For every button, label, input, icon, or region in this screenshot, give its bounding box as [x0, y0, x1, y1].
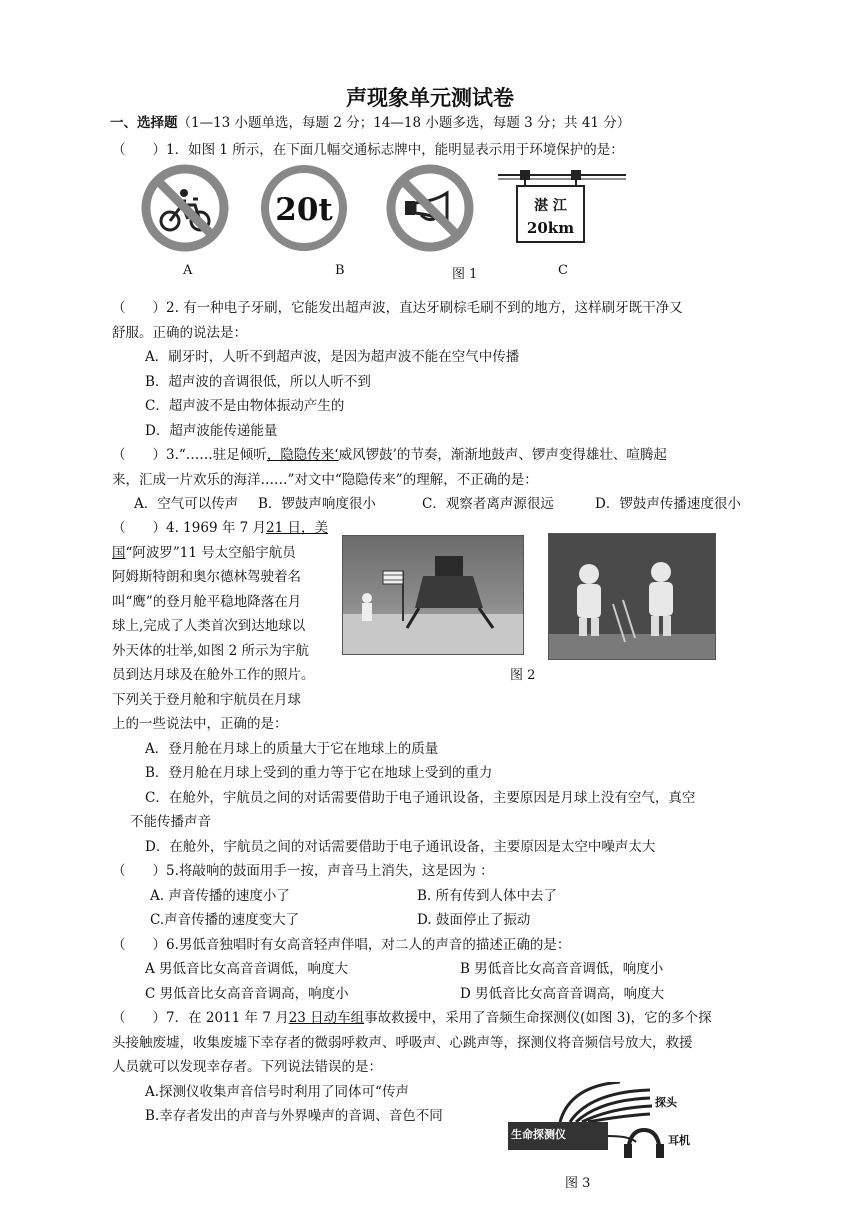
q7-stem-line1	[112, 1006, 712, 1026]
fig1-label: 图 1	[452, 267, 478, 282]
no-horn-sign-icon	[385, 163, 475, 253]
direction-board-distance: 20km	[526, 219, 575, 237]
q3-option-c: C．观察者离声源很远	[422, 496, 554, 512]
q6-option-b: B 男低音比女高音音调低，响度小	[460, 961, 664, 977]
q4-option-c-line2: 不能传播声音	[130, 814, 211, 830]
astronauts-photo	[548, 533, 716, 660]
q4-stem-line7: 员到达月球及在舱外工作的照片。	[112, 667, 315, 683]
section-heading-label: 一、选择题	[110, 115, 178, 131]
q3-stem-line2: 来，汇成一片欢乐的海洋……”对文中“隐隐传来”的理解，不正确的是：	[112, 472, 538, 488]
direction-board-city: 湛 江	[534, 198, 567, 214]
q2-option-b: B．超声波的音调很低，所以人听不到	[145, 374, 371, 390]
q7-option-a: A.探测仪收集声音信号时利用了同体可“传声	[145, 1084, 409, 1100]
q2-stem-line1: （ ）2. 有一种电子牙刷，它能发出超声波，直达牙刷棕毛刷不到的地方，这样刷牙既干净又	[112, 300, 683, 316]
q4-option-d: D．在舱外，宇航员之间的对话需要借助于电子通讯设备，主要原因是太空中噪声太大	[145, 839, 656, 855]
q2-stem-line2: 舒服。正确的说法是：	[112, 325, 247, 341]
q6-option-c: C 男低音比女高音音调高，响度小	[145, 986, 349, 1002]
q4-stem-line1	[112, 516, 328, 536]
q4-stem-line8: 下列关于登月舱和宇航员在月球	[112, 692, 301, 708]
q7-stem-line2: 头接触废墟，收集废墟下幸存者的微弱呼救声、呼吸声、心跳声等，探测仪将音频信号放大，救援	[112, 1035, 693, 1051]
q4-stem-line6: 外天体的壮举,如图 2 所示为宇航	[112, 643, 309, 659]
q5-option-c: C.声音传播的速度变大了	[150, 912, 300, 928]
q5-option-d: D. 鼓面停止了振动	[417, 912, 531, 928]
q3-option-d: D．锣鼓声传播速度很小	[595, 496, 741, 512]
q6-stem: （ ）6.男低音独唱时有女高音轻声伴唱，对二人的声音的描述正确的是：	[112, 937, 571, 953]
section-heading	[110, 111, 630, 131]
page-title: 声现象单元测试卷	[346, 86, 514, 110]
q4-stem-date: 21 日，美	[266, 520, 328, 536]
weight-limit-text: 20t	[275, 192, 333, 228]
q4-stem-pre: （ ）4. 1969 年 7 月	[112, 520, 266, 536]
q4-stem-line3: 阿姆斯特朗和奥尔德林驾驶着名	[112, 569, 301, 585]
q7-stem-underlined: 23 日动车组	[288, 1010, 365, 1026]
no-bicycle-sign-icon	[140, 163, 230, 253]
section-heading-note: （1—13 小题单选，每题 2 分；14—18 小题多选，每题 3 分；共 41 分）	[177, 115, 631, 131]
q3-stem-underlined: ，隐隐传来‘	[266, 447, 339, 463]
q5-stem: （ ）5.将敲响的鼓面用手一按，声音马上消失，这是因为 ：	[112, 863, 494, 879]
device-label: 生命探测仪	[511, 1128, 566, 1141]
q1-label-a: A	[183, 263, 193, 278]
q4-stem-line9: 上的一些说法中，正确的是：	[112, 716, 288, 732]
q7-option-b: B.幸存者发出的声音与外界噪声的音调、音色不同	[145, 1108, 443, 1124]
q3-stem-post: 威风锣鼓’的节奏，渐渐地鼓声、锣声变得雄壮、喧腾起	[338, 447, 667, 463]
fig2-label: 图 2	[510, 668, 536, 683]
q2-option-d: D．超声波能传递能量	[145, 423, 278, 439]
q3-stem-pre: （ ）3.“……驻足倾听	[112, 447, 267, 463]
q2-option-c: C．超声波不是由物体振动产生的	[145, 398, 345, 414]
fig3-label: 图 3	[565, 1176, 591, 1191]
q7-stem-line3: 人员就可以发现幸存者。下列说法错误的是：	[112, 1059, 382, 1075]
q4-stem-line2-post: “阿波罗”11 号太空船宇航员	[125, 545, 296, 561]
q6-option-a: A 男低音比女高音音调低，响度大	[145, 961, 349, 977]
astronauts-icon	[549, 534, 715, 659]
q7-stem-pre: （ ）7．在 2011 年 7 月	[112, 1010, 289, 1026]
q4-option-b: B．登月舱在月球上受到的重力等于它在地球上受到的重力	[145, 765, 493, 781]
q3-option-a: A．空气可以传声	[134, 496, 239, 512]
q5-option-b: B. 所有传到人体中去了	[417, 888, 558, 904]
q1-label-c: C	[558, 263, 568, 278]
q3-stem-line1	[112, 443, 667, 463]
lunar-module-icon	[343, 536, 523, 654]
probe-label: 探头	[655, 1096, 677, 1109]
q1-label-b: B	[335, 263, 345, 278]
q7-stem-post: 事故救援中，采用了音频生命探测仪(如图 3)，它的多个探	[364, 1010, 712, 1026]
q2-option-a: A．刷牙时，人听不到超声波，是因为超声波不能在空气中传播	[145, 349, 520, 365]
q4-option-c-line1: C．在舱外，宇航员之间的对话需要借助于电子通讯设备，主要原因是月球上没有空气，真空	[145, 790, 696, 806]
moon-landing-photo	[342, 535, 524, 655]
q4-stem-line2	[112, 541, 296, 561]
earphone-label: 耳机	[668, 1134, 690, 1147]
q4-option-a: A．登月舱在月球上的质量大于它在地球上的质量	[145, 741, 439, 757]
q3-option-b: B．锣鼓声响度很小	[258, 496, 376, 512]
q5-option-a: A. 声音传播的速度小了	[150, 888, 290, 904]
q4-stem-country: 国	[112, 545, 126, 561]
q4-stem-line4: 叫“鹰”的登月舱平稳地降落在月	[112, 594, 302, 610]
q4-stem-line5: 球上,完成了人类首次到达地球以	[112, 618, 306, 634]
q1-stem: （ ）1．如图 1 所示，在下面几幅交通标志牌中，能明显表示用于环境保护的是：	[112, 142, 624, 158]
q6-option-d: D 男低音比女高音音调高，响度大	[460, 986, 665, 1002]
